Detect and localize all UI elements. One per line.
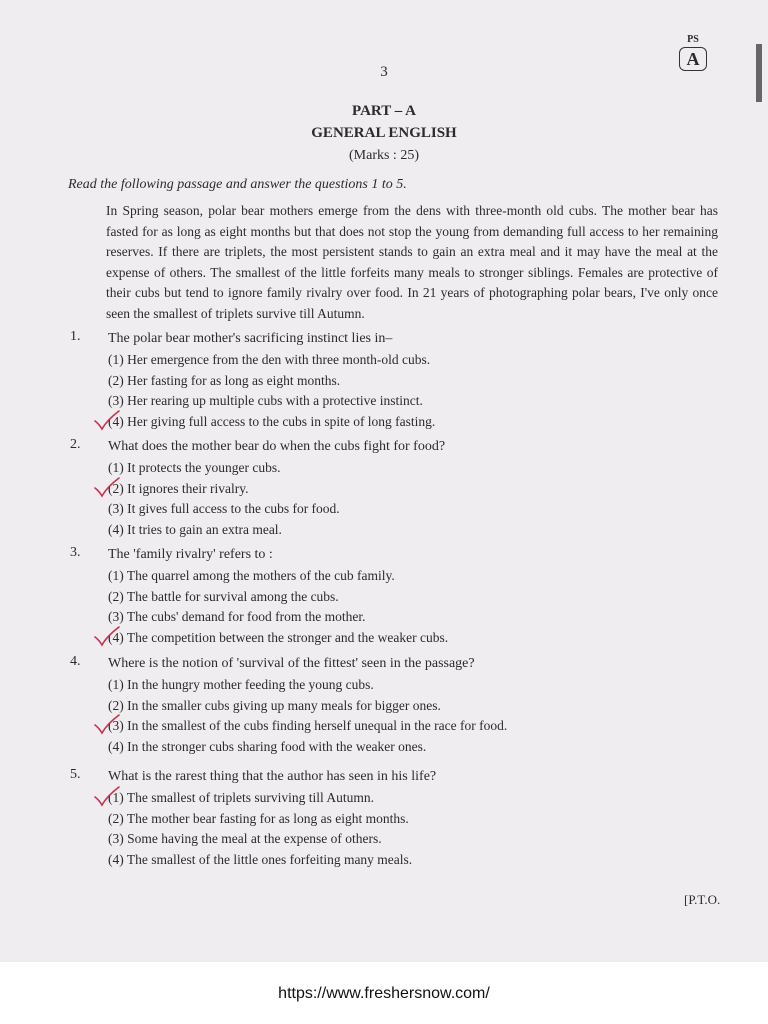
answer-option: (4) The smallest of the little ones forfeiting many meals.	[108, 851, 413, 867]
answer-option: (4) It tries to gain an extra meal.	[108, 521, 282, 537]
question-number: 4.	[70, 654, 81, 669]
answer-option: (1) The smallest of triplets surviving till Autumn.	[108, 788, 708, 809]
section-title: GENERAL ENGLISH	[311, 125, 457, 141]
question-number: 3.	[70, 545, 81, 560]
answer-options	[108, 458, 708, 540]
page-edge-mark	[756, 44, 762, 102]
question-number: 2.	[70, 437, 81, 452]
red-check-mark-icon	[94, 786, 120, 808]
answer-options	[108, 350, 708, 432]
answer-option: (4) The competition between the stronger and the weaker cubs.	[108, 628, 708, 649]
marks-label: (Marks : 25)	[349, 148, 419, 163]
answer-option: (3) The cubs' demand for food from the mother.	[108, 609, 366, 624]
answer-option: (2) In the smaller cubs giving up many meals for bigger ones.	[108, 697, 441, 713]
paper-code	[676, 34, 710, 78]
red-check-mark-icon	[94, 714, 120, 736]
answer-option: (3) Her rearing up multiple cubs with a protective instinct.	[108, 393, 423, 408]
question-text: The polar bear mother's sacrificing instinct lies in–	[108, 331, 393, 346]
answer-option: (1) In the hungry mother feeding the young cubs.	[108, 677, 374, 692]
source-url-link[interactable]: https://www.freshersnow.com/	[278, 985, 490, 1002]
answer-option: (2) The mother bear fasting for as long as eight months.	[108, 810, 409, 826]
question-text: Where is the notion of 'survival of the fittest' seen in the passage?	[108, 656, 475, 671]
passage-instruction: Read the following passage and answer the questions 1 to 5.	[68, 177, 407, 192]
red-check-mark-icon	[94, 410, 120, 432]
answer-option: (1) Her emergence from the den with three month-old cubs.	[108, 352, 431, 367]
answer-option: (1) The quarrel among the mothers of the cub family.	[108, 568, 395, 583]
question-number: 5.	[70, 767, 81, 782]
answer-option: (3) It gives full access to the cubs for food.	[108, 501, 340, 516]
question-text: What does the mother bear do when the cubs fight for food?	[108, 439, 446, 454]
answer-option: (4) Her giving full access to the cubs in spite of long fasting.	[108, 412, 708, 433]
part-title: PART – A	[352, 103, 416, 119]
red-check-mark-icon	[94, 477, 120, 499]
answer-options	[108, 675, 708, 757]
answer-option: (2) Her fasting for as long as eight months.	[108, 372, 341, 388]
answer-options	[108, 788, 708, 870]
answer-option: (4) In the stronger cubs sharing food with the weaker ones.	[108, 738, 427, 754]
please-turn-over: [P.T.O.	[684, 892, 721, 907]
answer-option: (2) It ignores their rivalry.	[108, 479, 708, 500]
red-check-mark-icon	[94, 626, 120, 648]
question-number: 1.	[70, 329, 81, 344]
answer-option: (2) The battle for survival among the cubs.	[108, 588, 339, 604]
page-number: 3	[380, 64, 388, 80]
paper-code-letter: A	[679, 47, 707, 71]
answer-option: (1) It protects the younger cubs.	[108, 460, 281, 475]
answer-option: (3) Some having the meal at the expense of others.	[108, 831, 382, 846]
question-text: What is the rarest thing that the author has seen in his life?	[108, 769, 437, 784]
answer-options	[108, 566, 708, 648]
paper-code-label: PS	[687, 34, 699, 45]
question-text: The 'family rivalry' refers to :	[108, 547, 273, 562]
answer-option: (3) In the smallest of the cubs finding herself unequal in the race for food.	[108, 716, 708, 737]
reading-passage: In Spring season, polar bear mothers emerge from the dens with three-month old cubs. The mother bear has fasted for as long as eight months but that does not stop the young from demanding full access to her remaining reserves. If there are triplets, the most persistent stands to gain an extra meal and it may have the meal at the expense of others. The smallest of the little forfeits many meals to stronger siblings. Females are protective of their cubs but tend to ignore family rivalry over food. In 21 years of photographing polar bears, I've only once seen the smallest of triplets survive till Autumn.	[106, 203, 718, 321]
